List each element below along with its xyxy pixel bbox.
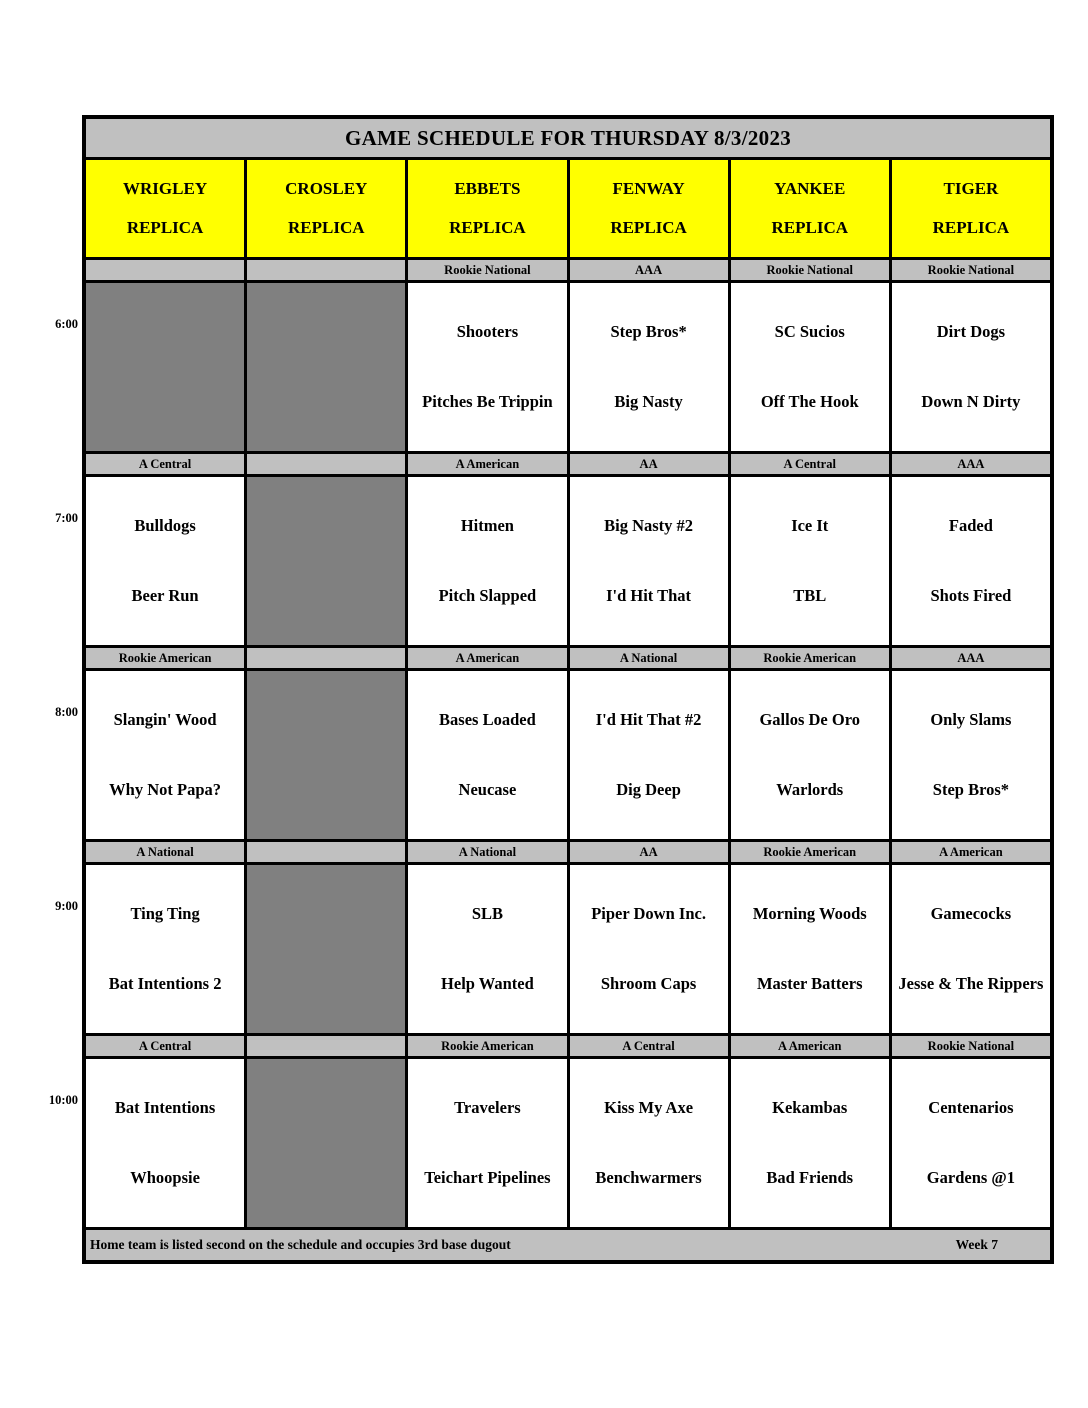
division-label xyxy=(247,260,405,280)
time-label: 9:00 xyxy=(55,899,78,913)
away-team: Shooters xyxy=(456,321,519,341)
division-label: A American xyxy=(408,648,566,668)
away-team: Bases Loaded xyxy=(439,709,536,729)
game-cell xyxy=(570,283,728,451)
away-team: Bulldogs xyxy=(134,515,196,535)
field-sub: REPLICA xyxy=(126,218,204,237)
game-cell xyxy=(408,671,566,839)
away-team: Ting Ting xyxy=(130,903,200,923)
game-cell xyxy=(570,1059,728,1227)
home-team: Pitch Slapped xyxy=(438,585,537,605)
division-label: A Central xyxy=(86,454,244,474)
game-cell-empty xyxy=(247,477,405,645)
game-cell xyxy=(892,671,1050,839)
home-team: Pitches Be Trippin xyxy=(422,391,553,411)
game-cell xyxy=(86,1059,244,1227)
column-header-tiger xyxy=(892,160,1050,257)
home-team: Shots Fired xyxy=(930,585,1012,605)
home-team: Beer Run xyxy=(131,585,199,605)
game-cell xyxy=(731,477,889,645)
away-team: Travelers xyxy=(454,1097,521,1117)
field-name: FENWAY xyxy=(612,179,685,198)
division-label: Rookie National xyxy=(892,1036,1050,1056)
field-sub: REPLICA xyxy=(771,218,848,237)
away-team: Bat Intentions xyxy=(114,1097,216,1117)
game-cell xyxy=(731,865,889,1033)
division-label: AA xyxy=(570,842,728,862)
home-team: Warlords xyxy=(776,779,844,799)
game-cell xyxy=(570,671,728,839)
game-cell xyxy=(408,283,566,451)
game-cell-empty xyxy=(247,1059,405,1227)
home-team: Teichart Pipelines xyxy=(424,1167,551,1187)
away-team: I'd Hit That #2 xyxy=(595,709,702,729)
away-team: Hitmen xyxy=(460,515,514,535)
away-team: Kiss My Axe xyxy=(604,1097,694,1117)
division-label: Rookie American xyxy=(86,648,244,668)
away-team: Gallos De Oro xyxy=(759,709,860,729)
division-label: A Central xyxy=(570,1036,728,1056)
away-team: Morning Woods xyxy=(752,903,867,923)
game-cell xyxy=(892,283,1050,451)
division-label: AAA xyxy=(892,648,1050,668)
away-team: Step Bros* xyxy=(610,321,687,341)
away-team: Gamecocks xyxy=(930,903,1012,923)
game-cell xyxy=(408,1059,566,1227)
away-team: Centenarios xyxy=(928,1097,1014,1117)
home-team: Why Not Papa? xyxy=(109,779,221,799)
division-label: Rookie American xyxy=(731,842,889,862)
home-team: Gardens @1 xyxy=(926,1167,1016,1187)
division-label: Rookie American xyxy=(408,1036,566,1056)
column-header-wrigley xyxy=(86,160,244,257)
division-label xyxy=(247,842,405,862)
division-label xyxy=(86,260,244,280)
schedule-table xyxy=(48,115,1054,1264)
game-cell xyxy=(408,477,566,645)
home-team: Dig Deep xyxy=(616,779,681,799)
division-label: A Central xyxy=(731,454,889,474)
game-cell xyxy=(86,671,244,839)
away-team: SC Sucios xyxy=(774,321,845,341)
division-label: A National xyxy=(86,842,244,862)
game-cell-empty xyxy=(247,671,405,839)
home-team: Master Batters xyxy=(756,973,863,993)
time-label: 7:00 xyxy=(55,511,78,525)
field-name: EBBETS xyxy=(454,179,521,198)
home-team: Shroom Caps xyxy=(600,973,697,993)
field-name: CROSLEY xyxy=(285,179,368,198)
game-cell xyxy=(731,283,889,451)
division-label: Rookie National xyxy=(892,260,1050,280)
away-team: Kekambas xyxy=(772,1097,848,1117)
away-team: Big Nasty #2 xyxy=(604,515,694,535)
game-cell xyxy=(408,865,566,1033)
game-cell-empty xyxy=(86,283,244,451)
division-label: AAA xyxy=(892,454,1050,474)
game-cell xyxy=(892,1059,1050,1227)
home-team: I'd Hit That xyxy=(606,585,692,605)
home-team: TBL xyxy=(793,585,827,605)
division-label: A Central xyxy=(86,1036,244,1056)
home-team-note: Home team is listed second on the schedule and occupies 3rd base dugout xyxy=(90,1237,511,1252)
game-cell-empty xyxy=(247,865,405,1033)
division-label: A American xyxy=(731,1036,889,1056)
home-team: Neucase xyxy=(458,779,517,799)
home-team: Step Bros* xyxy=(932,779,1010,799)
home-team: Jesse & The Rippers xyxy=(898,973,1044,993)
division-label: A National xyxy=(408,842,566,862)
field-sub: REPLICA xyxy=(449,218,526,237)
field-name: YANKEE xyxy=(774,179,846,198)
away-team: Slangin' Wood xyxy=(113,709,217,729)
game-cell xyxy=(86,865,244,1033)
home-team: Off The Hook xyxy=(760,391,859,411)
field-name: WRIGLEY xyxy=(123,179,208,198)
away-team: Dirt Dogs xyxy=(936,321,1006,341)
away-team: Only Slams xyxy=(930,709,1012,729)
field-sub: REPLICA xyxy=(610,218,687,237)
division-label xyxy=(247,1036,405,1056)
field-sub: REPLICA xyxy=(932,218,1010,237)
home-team: Down N Dirty xyxy=(921,391,1021,411)
column-header-yankee xyxy=(731,160,889,257)
footer-bar xyxy=(86,1230,1050,1260)
page-title: GAME SCHEDULE FOR THURSDAY 8/3/2023 xyxy=(86,119,1050,157)
home-team: Bat Intentions 2 xyxy=(108,973,222,993)
game-cell-empty xyxy=(247,283,405,451)
home-team: Big Nasty xyxy=(614,391,683,411)
home-team: Whoopsie xyxy=(130,1167,200,1187)
division-label: Rookie National xyxy=(731,260,889,280)
home-team: Benchwarmers xyxy=(595,1167,702,1187)
division-label: A American xyxy=(892,842,1050,862)
away-team: Faded xyxy=(948,515,993,535)
time-label: 10:00 xyxy=(48,1093,78,1107)
division-label: AAA xyxy=(570,260,728,280)
column-header-ebbets xyxy=(408,160,566,257)
game-cell xyxy=(570,477,728,645)
away-team: SLB xyxy=(471,903,503,923)
division-label: AA xyxy=(570,454,728,474)
division-label: A National xyxy=(570,648,728,668)
field-name: TIGER xyxy=(943,179,999,198)
away-team: Piper Down Inc. xyxy=(591,903,706,923)
game-cell xyxy=(86,477,244,645)
column-header-crosley xyxy=(247,160,405,257)
column-header-fenway xyxy=(570,160,728,257)
division-label xyxy=(247,648,405,668)
division-label: Rookie American xyxy=(731,648,889,668)
game-cell xyxy=(731,1059,889,1227)
game-cell xyxy=(570,865,728,1033)
game-cell xyxy=(892,477,1050,645)
field-sub: REPLICA xyxy=(287,218,365,237)
home-team: Help Wanted xyxy=(441,973,534,993)
division-label xyxy=(247,454,405,474)
time-label: 8:00 xyxy=(55,705,78,719)
division-label: Rookie National xyxy=(408,260,566,280)
away-team: Ice It xyxy=(791,515,829,535)
time-label: 6:00 xyxy=(55,317,78,331)
home-team: Bad Friends xyxy=(766,1167,854,1187)
game-cell xyxy=(892,865,1050,1033)
week-label: Week 7 xyxy=(955,1237,998,1252)
game-cell xyxy=(731,671,889,839)
division-label: A American xyxy=(408,454,566,474)
